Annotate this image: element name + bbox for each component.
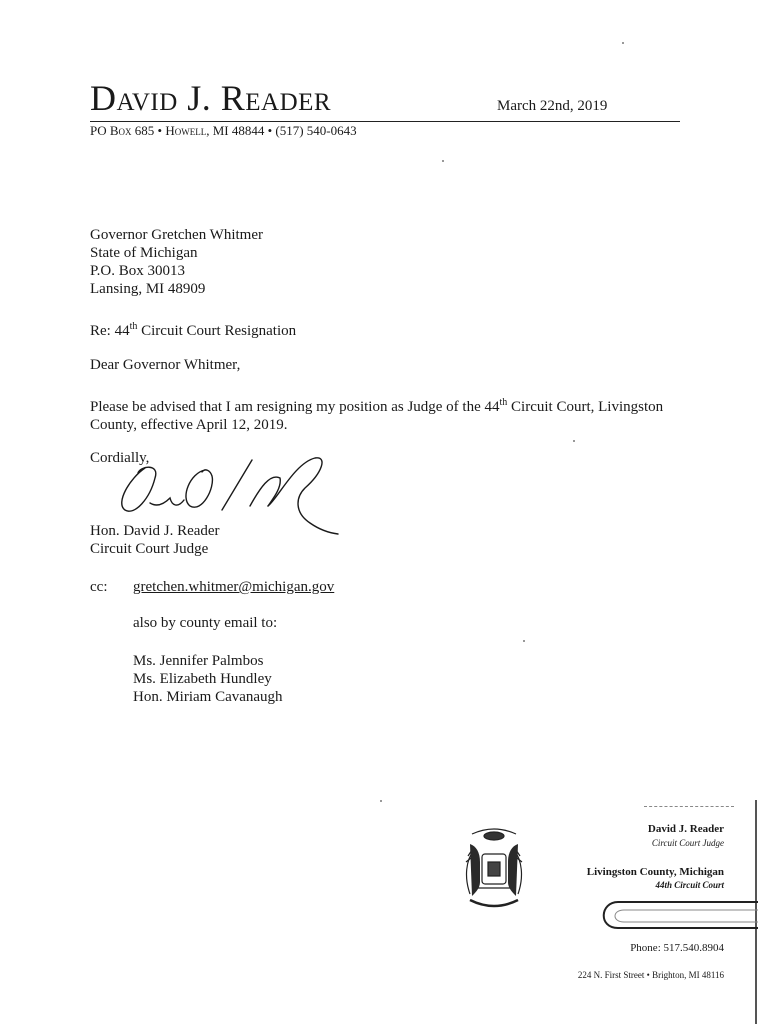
letter-date: March 22nd, 2019 bbox=[497, 98, 608, 114]
body-line2: County, effective April 12, 2019. bbox=[90, 417, 288, 433]
recipient-line: P.O. Box 30013 bbox=[90, 263, 186, 279]
salutation: Dear Governor Whitmer, bbox=[90, 357, 241, 373]
body-ordinal: th bbox=[499, 397, 508, 408]
subject-rest: Circuit Court Resignation bbox=[137, 323, 297, 339]
body-part1: Please be advised that I am resigning my position as Judge of the 44 bbox=[90, 399, 500, 415]
card-title: Circuit Court Judge bbox=[651, 838, 724, 848]
card-phone: Phone: 517.540.8904 bbox=[630, 942, 724, 954]
cc-also-note: also by county email to: bbox=[133, 615, 278, 631]
scan-speck bbox=[380, 800, 382, 802]
scan-speck bbox=[573, 440, 575, 442]
signer-name: Hon. David J. Reader bbox=[90, 523, 220, 539]
cc-recipient-list bbox=[133, 652, 283, 706]
subject-line bbox=[90, 318, 296, 340]
signer-title: Circuit Court Judge bbox=[90, 541, 209, 557]
cc-recipient: Ms. Jennifer Palmbos bbox=[133, 653, 264, 669]
cc-label: cc: bbox=[90, 579, 108, 595]
subject-prefix: Re: 44 bbox=[90, 323, 130, 339]
scan-speck bbox=[442, 160, 444, 162]
card-county: Livingston County, Michigan bbox=[586, 866, 724, 878]
subject-ordinal: th bbox=[129, 321, 138, 332]
scan-speck bbox=[622, 42, 624, 44]
scan-speck bbox=[523, 640, 525, 642]
body-paragraph bbox=[90, 394, 690, 434]
recipient-address bbox=[90, 226, 263, 298]
letterhead-address: PO Box 685 • Howell, MI 48844 • (517) 540-0643 bbox=[90, 123, 357, 138]
card-court: 44th Circuit Court bbox=[655, 880, 724, 890]
letterhead-divider bbox=[90, 121, 680, 122]
cc-recipient: Ms. Elizabeth Hundley bbox=[133, 671, 272, 687]
recipient-line: State of Michigan bbox=[90, 245, 198, 261]
paperclip-icon bbox=[590, 892, 760, 940]
recipient-line: Lansing, MI 48909 bbox=[90, 281, 206, 297]
card-address: 224 N. First Street • Brighton, MI 48116 bbox=[577, 970, 724, 980]
recipient-line: Governor Gretchen Whitmer bbox=[90, 227, 263, 243]
letterhead-name: David J. Reader bbox=[90, 78, 332, 118]
closing: Cordially, bbox=[90, 450, 150, 466]
michigan-seal-icon bbox=[458, 822, 530, 912]
cc-recipient: Hon. Miriam Cavanaugh bbox=[133, 689, 283, 705]
card-top-edge bbox=[644, 806, 734, 807]
card-name: David J. Reader bbox=[647, 823, 724, 835]
cc-email-link[interactable]: gretchen.whitmer@michigan.gov bbox=[133, 579, 335, 595]
body-part2: Circuit Court, Livingston bbox=[507, 399, 664, 415]
